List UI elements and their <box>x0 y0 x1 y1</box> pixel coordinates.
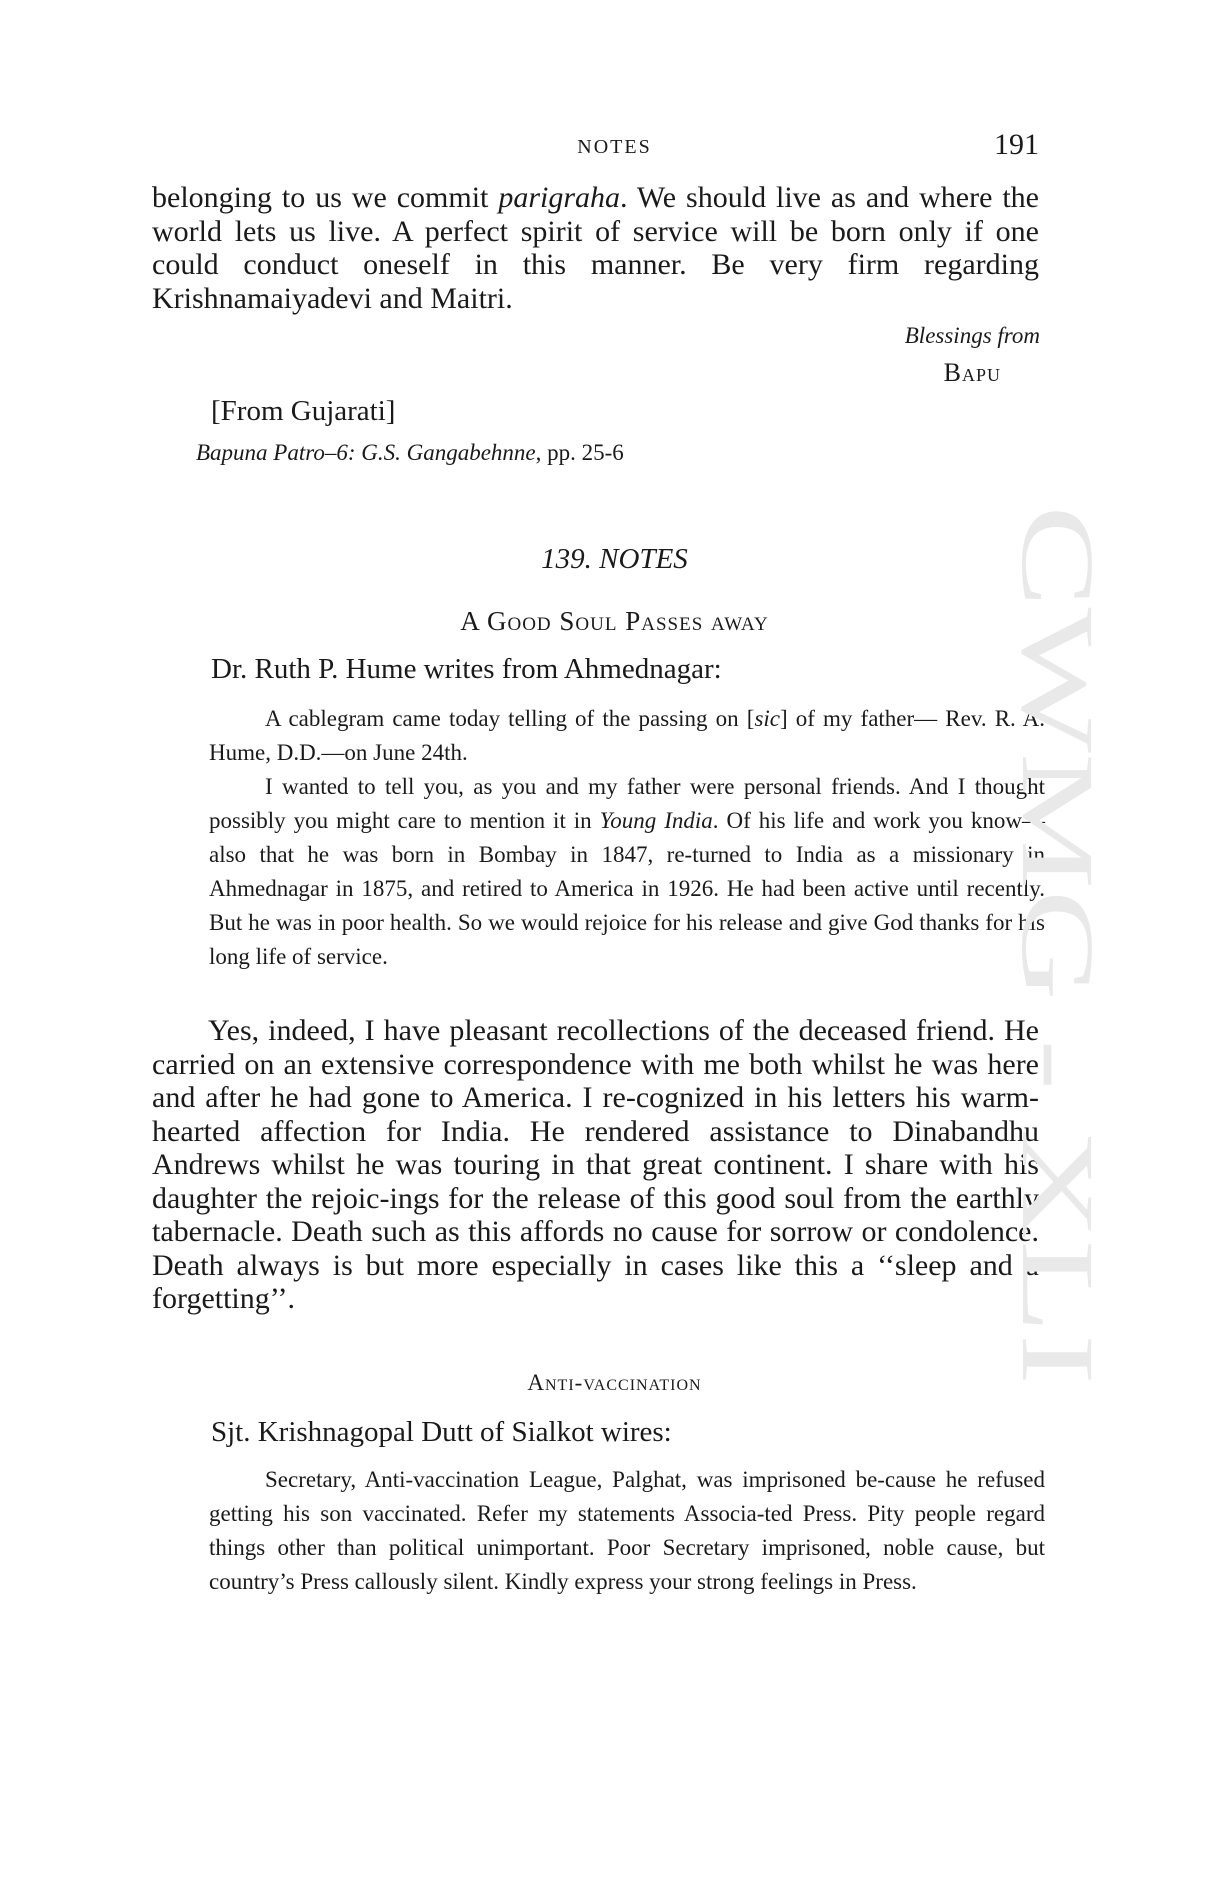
italic-text: Bapuna Patro–6: G.S. Gangabehnne <box>196 440 536 465</box>
text-run: . We should live as and where the world lets us live. A perfect spirit of service will be born only if one could conduct oneself in this manner. Be very firm regarding Krishnamaiyadevi and Maitri. <box>152 181 1039 315</box>
running-header: NOTES <box>577 136 652 158</box>
italic-text: parigraha <box>498 181 620 214</box>
text-run: belonging to us we commit <box>152 181 499 214</box>
source-language: [From Gujarati] <box>211 395 396 427</box>
quoted-telegram-dutt: Secretary, Anti-vaccination League, Palghat, was imprisoned be-cause he refused getting his son vaccinated. Refer my statements Associa-ted Press. Pity people regard things other than political unimportant. Poor Secretary imprisoned, noble cause, but country’s Press callously silent. Kindly express your strong feelings in Press. <box>209 1467 1045 1594</box>
italic-text: sic <box>754 706 780 731</box>
lead-line-hume: Dr. Ruth P. Hume writes from Ahmednagar: <box>211 653 722 685</box>
section-title: 139. NOTES <box>541 543 688 575</box>
italic-text: Young India <box>599 808 713 833</box>
text-run: ] of my father— Rev. R. A. Hume, D.D.—on June 24th. <box>209 706 1045 765</box>
watermark <box>1005 505 1125 1385</box>
quote-paragraph <box>209 702 1045 770</box>
subheading-anti-vaccination: Anti-vaccination <box>527 1370 702 1395</box>
response-paragraph: Yes, indeed, I have pleasant recollections of the deceased friend. He carried on an extensive correspondence with me both whilst he was here and after he had gone to America. I re-cognized in his letters his warm-hearted affection for India. He rendered assistance to Dinabandhu Andrews whilst he was touring in that great continent. I share with his daughter the rejoic-ings for the release of this good soul from the earthly tabernacle. Death such as this affords no cause for sorrow or condolence. Death always is but more especially in cases like this a ‘‘sleep and a forgetting’’. <box>152 1014 1039 1315</box>
letter-closing-paragraph <box>152 181 1039 315</box>
watermark-text: CWMG - XLI <box>1005 505 1115 1101</box>
quoted-letter-hume <box>209 702 1045 974</box>
lead-line-dutt: Sjt. Krishnagopal Dutt of Sialkot wires: <box>211 1416 672 1448</box>
page-number: 191 <box>994 128 1039 161</box>
text-run: A cablegram came today telling of the passing on [ <box>265 706 755 731</box>
text-run: I wanted to tell you, as you and my father were personal friends. And I thought possibly you might care to mention it in <box>209 774 1045 833</box>
closing-salutation: Blessings from <box>904 323 1040 348</box>
subheading-good-soul: A Good Soul Passes away <box>460 606 769 636</box>
text-run: , pp. 25-6 <box>535 440 624 465</box>
signature: Bapu <box>943 358 1001 387</box>
text-run: . Of his life and work you know—also that he was born in Bombay in 1847, re-turned to India as a missionary in Ahmednagar in 1875, and retired to America in 1926. He had been active until recently. But he was in poor health. So we would rejoice for his release and give God thanks for his long life of service. <box>209 808 1045 969</box>
quote-paragraph <box>209 770 1045 974</box>
source-citation <box>196 440 624 466</box>
